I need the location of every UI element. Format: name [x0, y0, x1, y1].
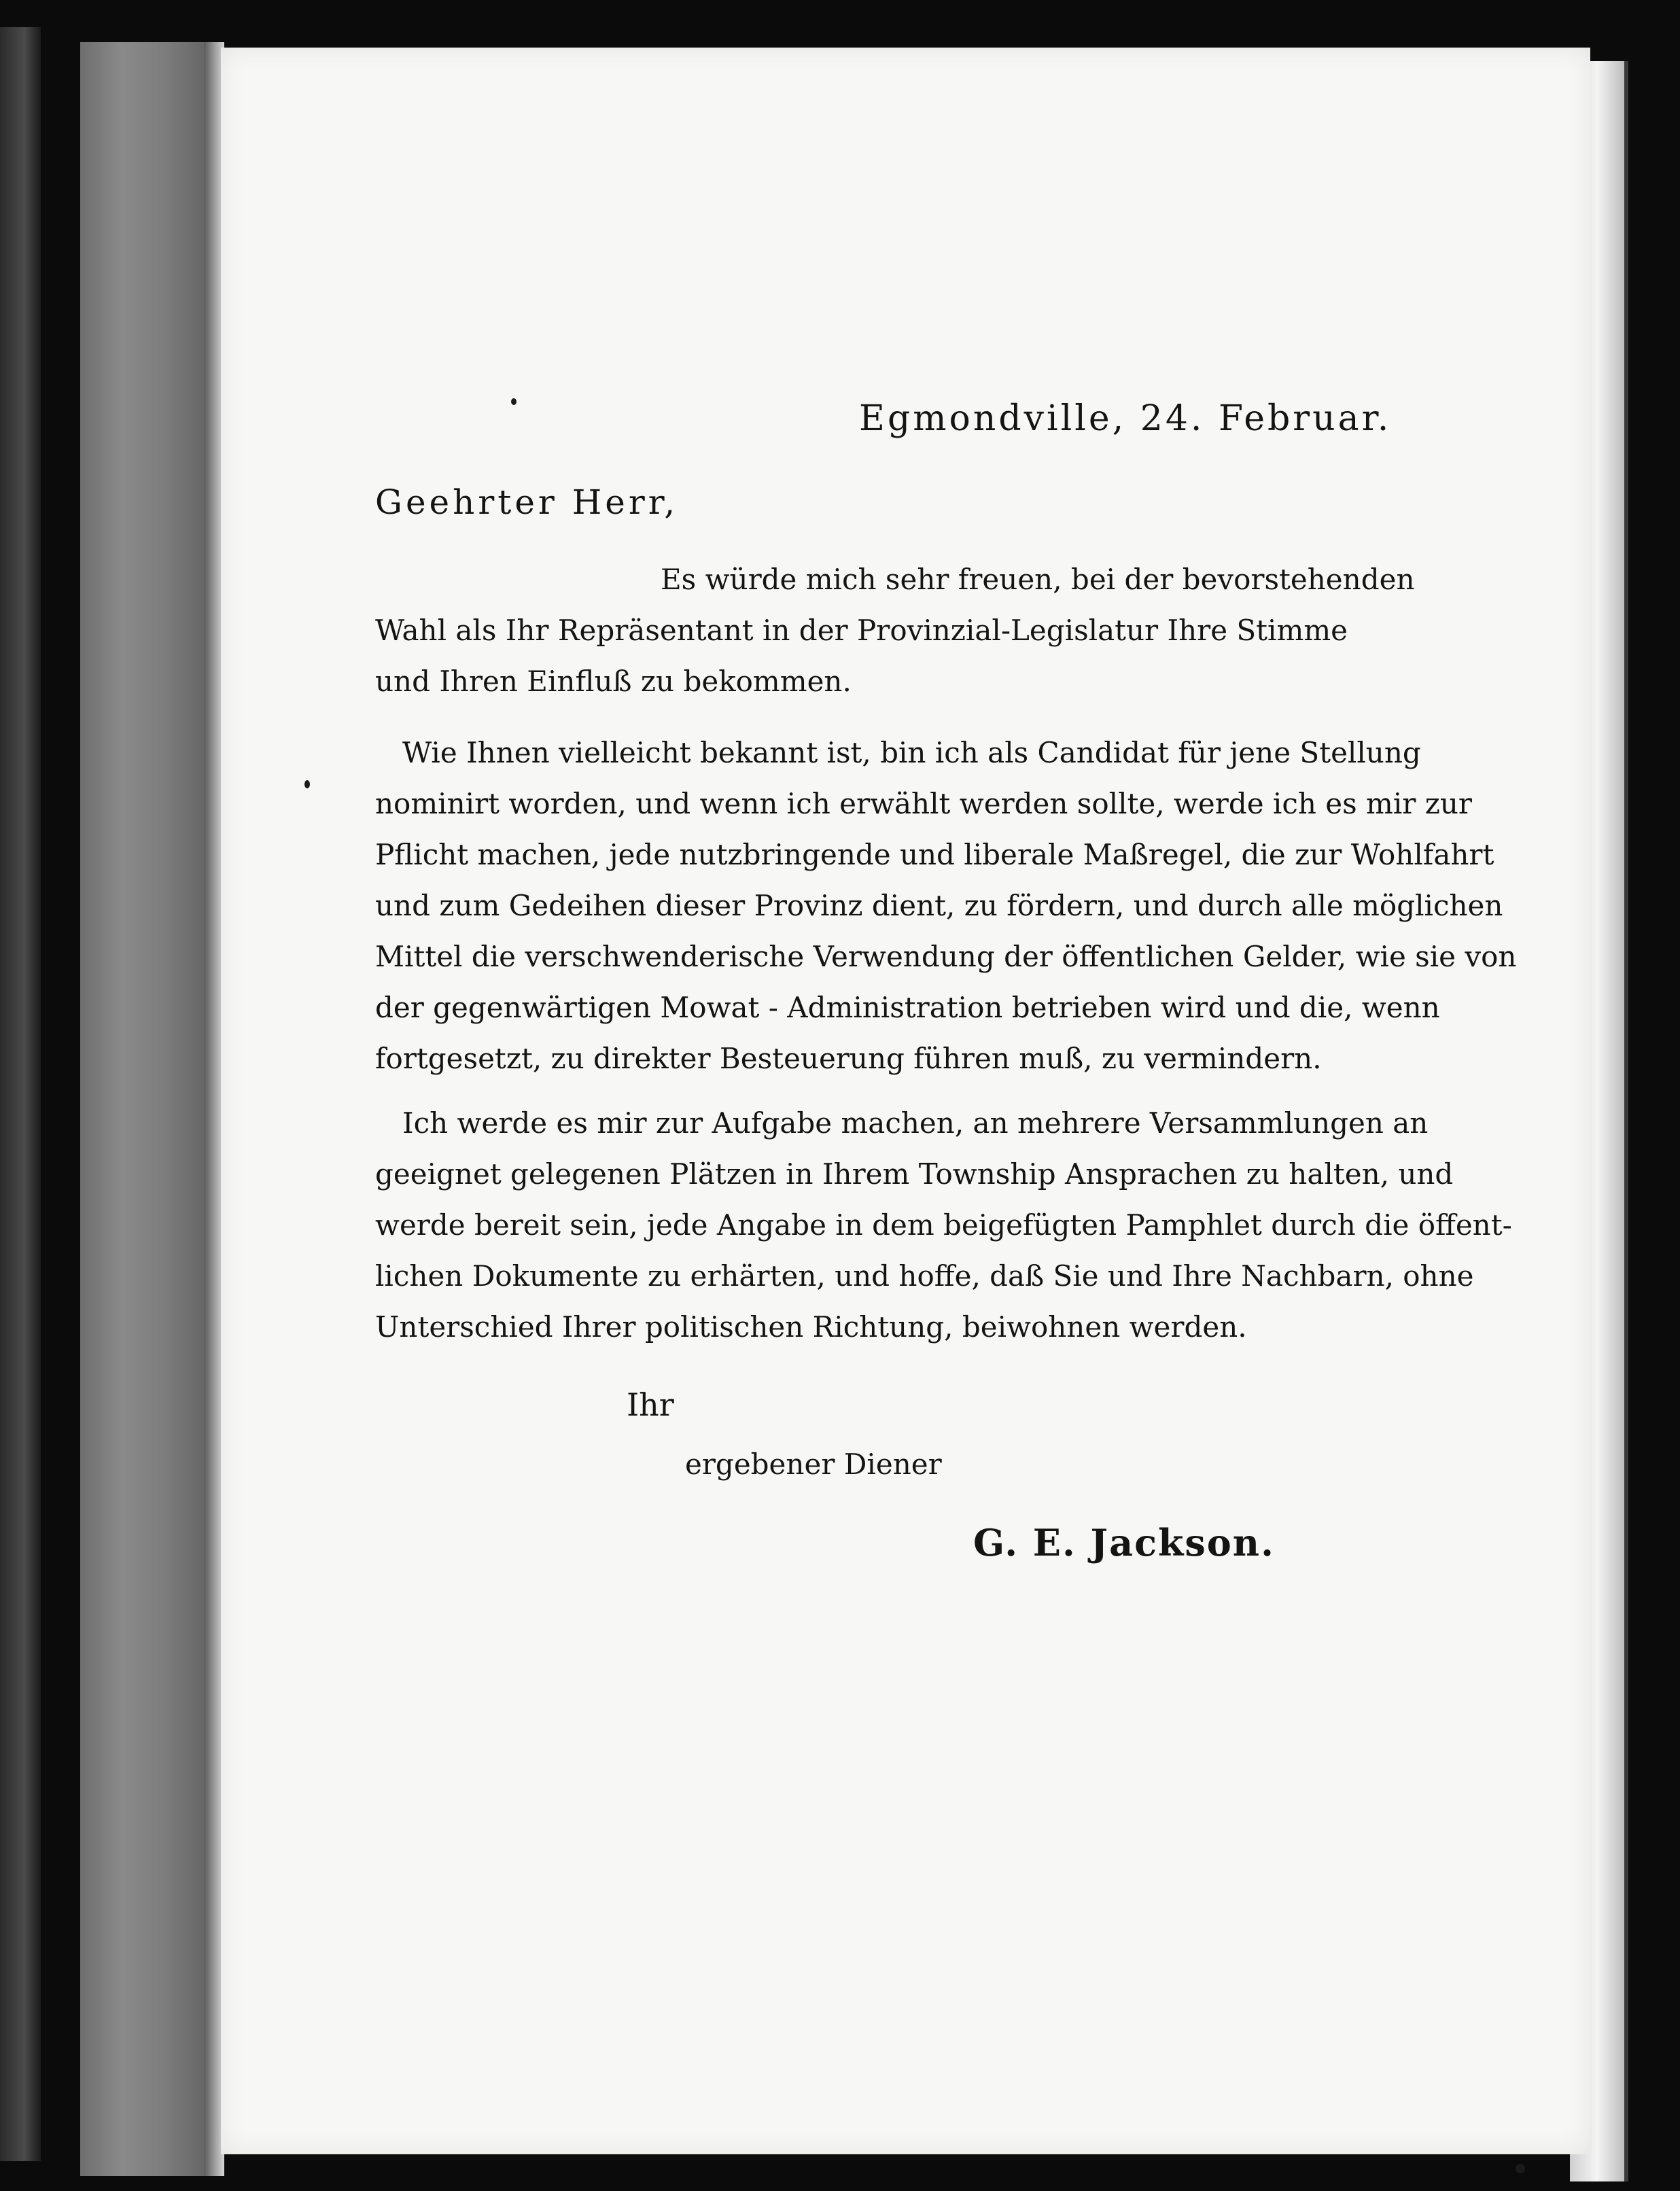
scan-speck [1516, 2164, 1525, 2173]
paragraph-line: lichen Dokumente zu erhärten, und hoffe, daß Sie und Ihre Nachbarn, ohne [375, 1259, 1474, 1293]
paragraph-line: werde bereit sein, jede Angabe in dem beigefügten Pamphlet durch die öffent- [375, 1208, 1512, 1242]
book-binding-edge [0, 27, 41, 2161]
paragraph-line: Ich werde es mir zur Aufgabe machen, an mehrere Versammlungen an [402, 1106, 1429, 1140]
paragraph-line: Es würde mich sehr freuen, bei der bevorstehenden [661, 563, 1415, 596]
letter-dateline: Egmondville, 24. Februar. [859, 398, 1392, 439]
paragraph-line: Pflicht machen, jede nutzbringende und liberale Maßregel, die zur Wohlfahrt [375, 838, 1494, 871]
letter-salutation: Geehrter Herr, [375, 483, 679, 522]
letter-paragraph-3 [375, 1098, 1512, 1352]
paragraph-line: der gegenwärtigen Mowat - Administration betrieben wird und die, wenn [375, 991, 1440, 1024]
paragraph-line: und zum Gedeihen dieser Provinz dient, zu fördern, und durch alle möglichen [375, 889, 1503, 922]
letter-paragraph-2 [375, 727, 1517, 1084]
paragraph-line: fortgesetzt, zu direkter Besteuerung führen muß, zu vermindern. [375, 1042, 1322, 1075]
paragraph-line: Unterschied Ihrer politischen Richtung, beiwohnen werden. [375, 1310, 1247, 1344]
paragraph-line: geeignet gelegenen Plätzen in Ihrem Township Ansprachen zu halten, und [375, 1157, 1454, 1191]
paragraph-line: Wie Ihnen vielleicht bekannt ist, bin ich als Candidat für jene Stellung [402, 736, 1421, 769]
paragraph-line: Mittel die verschwenderische Verwendung der öffentlichen Gelder, wie sie von [375, 940, 1517, 973]
scan-speck [511, 398, 517, 405]
book-spine-cloth [80, 42, 220, 2176]
letter-closing-ihr: Ihr [627, 1386, 674, 1423]
letter-paragraph-1 [375, 554, 1415, 707]
letter-signature: G. E. Jackson. [973, 1521, 1275, 1564]
letter-closing-diener: ergebener Diener [685, 1448, 942, 1481]
scan-speck [304, 780, 310, 788]
paragraph-line: und Ihren Einfluß zu bekommen. [375, 665, 852, 698]
paragraph-line: nominirt worden, und wenn ich erwählt werden sollte, werde ich es mir zur [375, 787, 1472, 820]
paragraph-line: Wahl als Ihr Repräsentant in der Provinzial-Legislatur Ihre Stimme [375, 614, 1348, 647]
